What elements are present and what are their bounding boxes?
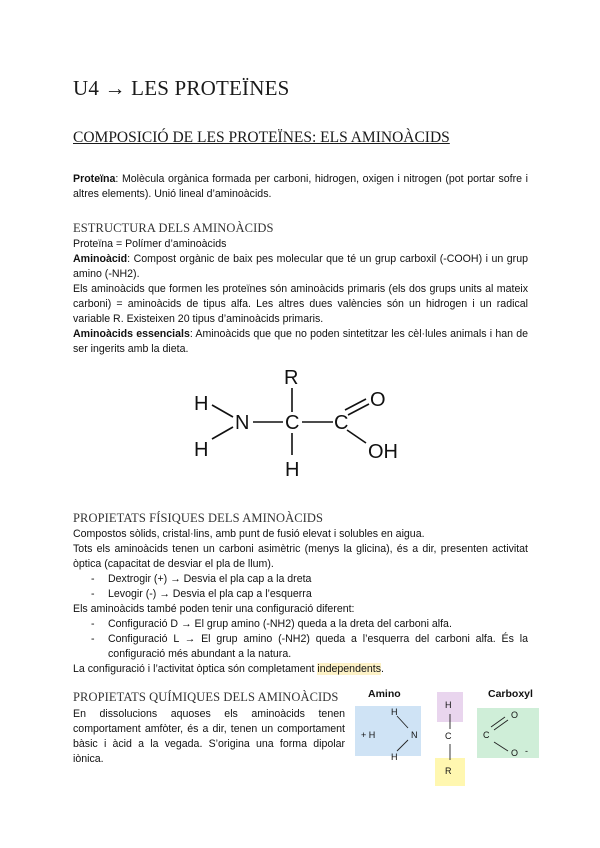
bond-amino-h-top [397, 716, 408, 728]
diagram-minus: - [525, 746, 528, 756]
atom-h-top: H [194, 393, 209, 415]
fisiques-block [73, 527, 528, 677]
atom-c-carboxyl: C [334, 412, 349, 434]
essencials-text: : Aminoàcids que que no poden sintetitzar les cèl·lules animals i han de ser ingerits amb la dieta. [73, 328, 528, 355]
fisiques-line4 [73, 662, 528, 677]
quimiques-heading: PROPIETATS QUÍMIQUES DELS AMINOÀCIDS [73, 690, 339, 704]
atom-r: R [284, 367, 299, 389]
bullet-config-l: Configuració L → El grup amino (-NH2) queda a l’esquerra del carboni alfa. És la configuració més abundant a la natura. [108, 633, 528, 660]
diagram-carboxyl-c: C [483, 730, 490, 740]
fisiques-heading: PROPIETATS FÍSIQUES DELS AMINOÀCIDS [73, 511, 324, 525]
amino-label: Amino [368, 688, 401, 700]
atom-o: O [370, 389, 386, 411]
proteina-definition [73, 172, 528, 202]
estructura-paragraph: Els aminoàcids que formen les proteïnes són aminoàcids primaris (els dos grups units al mateix carboni) = aminoàcids de tipus alfa. Les altres dues valències són un hidrogen i un radical variable R. Existeixen 20 tipus d’aminoàcids primaris. [73, 283, 528, 325]
section-subtitle: COMPOSICIÓ DE LES PROTEÏNES: ELS AMINOÀCIDS [73, 129, 450, 146]
aminoacid-term: Aminoàcid [73, 253, 128, 265]
list-item: - Levogir (-) → Desvia el pla cap a l’esquerra [91, 588, 312, 600]
atom-h-bottom: H [194, 439, 209, 461]
bond-carboxyl-o-top [494, 720, 508, 730]
fisiques-line2: Tots els aminoàcids tenen un carboni asimètric (menys la glicina), és a dir, presenten activitat òptica (capacitat de desviar el pla de llum). [73, 543, 528, 570]
diagram-o-bottom: O [511, 748, 519, 758]
diagram-amino-h-top: H [391, 707, 398, 717]
proteina-term: Proteïna [73, 173, 116, 185]
aminoacid-definition [73, 252, 528, 282]
essencials-definition [73, 327, 528, 357]
bond-h-n-top [212, 405, 233, 417]
diagram-plus-h: + H [361, 730, 376, 740]
list-item: - Configuració D → El grup amino (-NH2) queda a la dreta del carboni alfa. [91, 618, 452, 630]
diagram-amino-h-bottom: H [391, 752, 398, 762]
diagram-h: H [445, 700, 452, 710]
bond-h-n-bottom [212, 427, 233, 439]
estructura-block [73, 237, 528, 357]
aminoacid-text: : Compost orgànic de baix pes molecular que té un grup carboxil (-COOH) i un grup amino (-NH2). [73, 253, 528, 280]
list-item: - Configuració L → El grup amino (-NH2) queda a l’esquerra del carboni alfa. És la configuració més abundant a la natura. [91, 633, 528, 660]
bond-carboxyl-o-bottom [494, 742, 508, 751]
bond-c-oh [347, 430, 366, 443]
estructura-line1: Proteïna = Polímer d’aminoàcids [73, 238, 227, 250]
fisiques-line3: Els aminoàcids també poden tenir una configuració diferent: [73, 603, 355, 615]
diagram-c: C [445, 731, 452, 741]
highlight-independents: independents [317, 663, 381, 675]
line4-pre: La configuració i l’activitat òptica són completament [73, 663, 318, 675]
atom-c-alpha: C [285, 412, 300, 434]
atom-oh: OH [368, 441, 398, 463]
amino-acid-structure [185, 360, 415, 485]
carboxyl-label: Carboxyl [488, 688, 533, 700]
page-title: U4 → LES PROTEÏNES [73, 76, 290, 100]
zwitterion-diagram [355, 688, 540, 790]
diagram-o-top: O [511, 710, 519, 720]
atom-n: N [235, 412, 250, 434]
bullet-dextrogir: Dextrogir (+) → Desvia el pla cap a la dreta [108, 573, 312, 585]
quimiques-text: En dissolucions aquoses els aminoàcids tenen comportament amfòter, és a dir, tenen un comportament bàsic i àcid a la vegada. S’origina una forma dipolar iònica. [73, 708, 345, 765]
diagram-r: R [445, 766, 452, 776]
optica-list [73, 572, 528, 602]
diagram-n: N [411, 730, 418, 740]
proteina-text: : Molècula orgànica formada per carboni, hidrogen, oxigen i nitrogen (pot portar sofre i altres elements). Unió lineal d’aminoàcids. [73, 173, 528, 200]
essencials-term: Aminoàcids essencials [73, 328, 190, 340]
atom-h-under: H [285, 459, 300, 481]
bond-carboxyl-o-top-2 [491, 717, 505, 727]
estructura-heading: ESTRUCTURA DELS AMINOÀCIDS [73, 221, 274, 235]
bond-amino-h-bottom [397, 740, 408, 751]
bullet-config-d: Configuració D → El grup amino (-NH2) queda a la dreta del carboni alfa. [108, 618, 452, 630]
bond-double-o-1 [348, 404, 369, 415]
configuracio-list [73, 617, 528, 662]
fisiques-line1: Compostos sòlids, cristal·lins, amb punt de fusió elevat i solubles en aigua. [73, 528, 425, 540]
bond-double-o-2 [345, 399, 366, 410]
line4-post: . [381, 663, 384, 675]
list-item: - Dextrogir (+) → Desvia el pla cap a la dreta [91, 573, 312, 585]
bullet-levogir: Levogir (-) → Desvia el pla cap a l’esquerra [108, 588, 312, 600]
